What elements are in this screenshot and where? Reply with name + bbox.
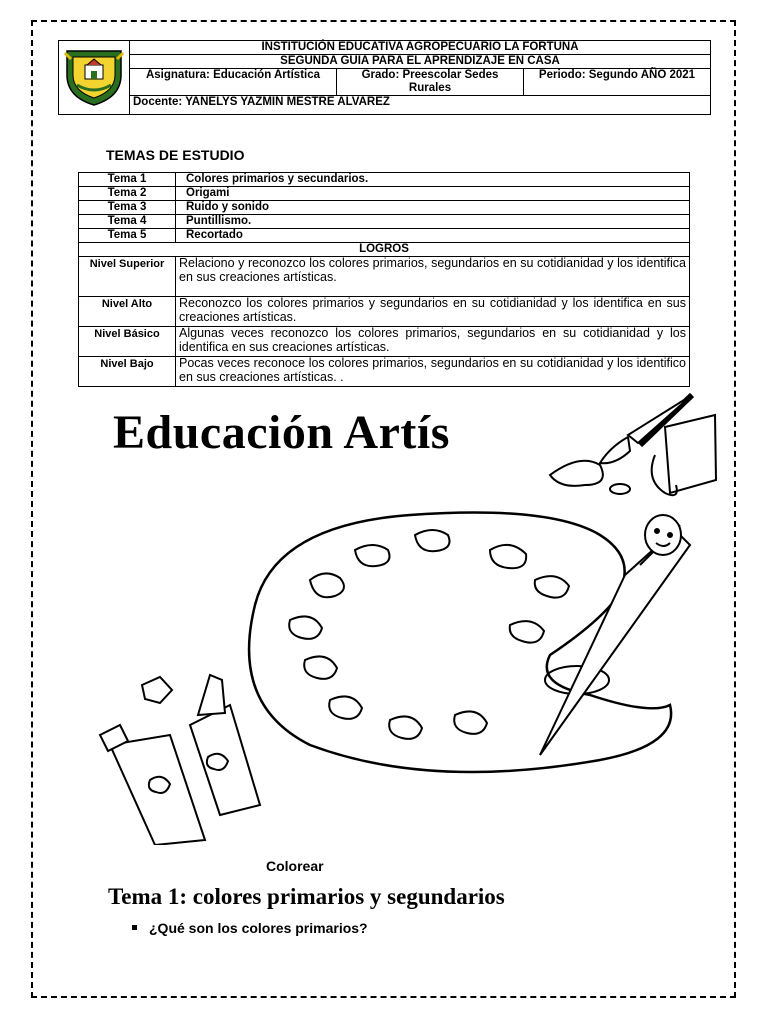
tema-key: Tema 4 <box>79 215 176 229</box>
tema-key: Tema 5 <box>79 229 176 243</box>
school-logo <box>59 41 130 115</box>
tema-value: Recortado <box>176 229 690 243</box>
art-illustration <box>80 385 720 845</box>
header-table <box>58 40 711 115</box>
tema-row <box>79 201 690 215</box>
tema-row <box>79 173 690 187</box>
logro-level: Nivel Bajo <box>79 357 176 387</box>
tema-value: Ruido y sonido <box>176 201 690 215</box>
temas-table <box>78 172 690 387</box>
tema-value: Origami <box>176 187 690 201</box>
tema-key: Tema 2 <box>79 187 176 201</box>
logro-row <box>79 357 690 387</box>
institution-name: INSTITUCIÓN EDUCATIVA AGROPECUARIO LA FORTUNA <box>130 41 711 55</box>
logro-text: Relaciono y reconozco los colores primarios, segundarios en su cotidianidad y los identifica en sus creaciones artísticas. <box>176 257 690 297</box>
logro-text: Reconozco los colores primarios y segundarios en su cotidianidad y los identifica en sus creaciones artísticas. <box>176 297 690 327</box>
subject-cell: Asignatura: Educación Artística <box>130 69 337 96</box>
logros-header: LOGROS <box>79 243 690 257</box>
logro-level: Nivel Básico <box>79 327 176 357</box>
logro-text: Algunas veces reconozco los colores primarios, segundarios en su cotidianidad y los identifica en sus creaciones artísticas. <box>176 327 690 357</box>
logro-level: Nivel Superior <box>79 257 176 297</box>
guide-title: SEGUNDA GUIA PARA EL APRENDIZAJE EN CASA <box>130 55 711 69</box>
tema-row <box>79 229 690 243</box>
temas-title: TEMAS DE ESTUDIO <box>106 147 245 163</box>
school-crest-icon <box>63 45 125 107</box>
tema-value: Puntillismo. <box>176 215 690 229</box>
grade-cell: Grado: Preescolar Sedes Rurales <box>337 69 524 96</box>
logro-row <box>79 297 690 327</box>
logro-row <box>79 257 690 297</box>
paint-tube-icon <box>100 725 205 845</box>
tema-value: Colores primarios y secundarios. <box>176 173 690 187</box>
period-cell: Periodo: Segundo AÑO 2021 <box>524 69 711 96</box>
logro-row <box>79 327 690 357</box>
colorear-label: Colorear <box>266 858 324 874</box>
teacher-cell: Docente: YANELYS YAZMIN MESTRE ALVAREZ <box>130 96 711 115</box>
tema-row <box>79 187 690 201</box>
question-item <box>132 920 368 936</box>
tema-row <box>79 215 690 229</box>
logro-text: Pocas veces reconoce los colores primarios, segundarios en su cotidianidad y los identifico en sus creaciones artísticas. . <box>176 357 690 387</box>
bullet-icon <box>132 925 137 930</box>
tema-key: Tema 3 <box>79 201 176 215</box>
logro-level: Nivel Alto <box>79 297 176 327</box>
question-text: ¿Qué son los colores primarios? <box>149 920 368 936</box>
big-title: Educación Artís <box>113 406 450 459</box>
tema-key: Tema 1 <box>79 173 176 187</box>
tema1-heading: Tema 1: colores primarios y segundarios <box>108 884 505 909</box>
